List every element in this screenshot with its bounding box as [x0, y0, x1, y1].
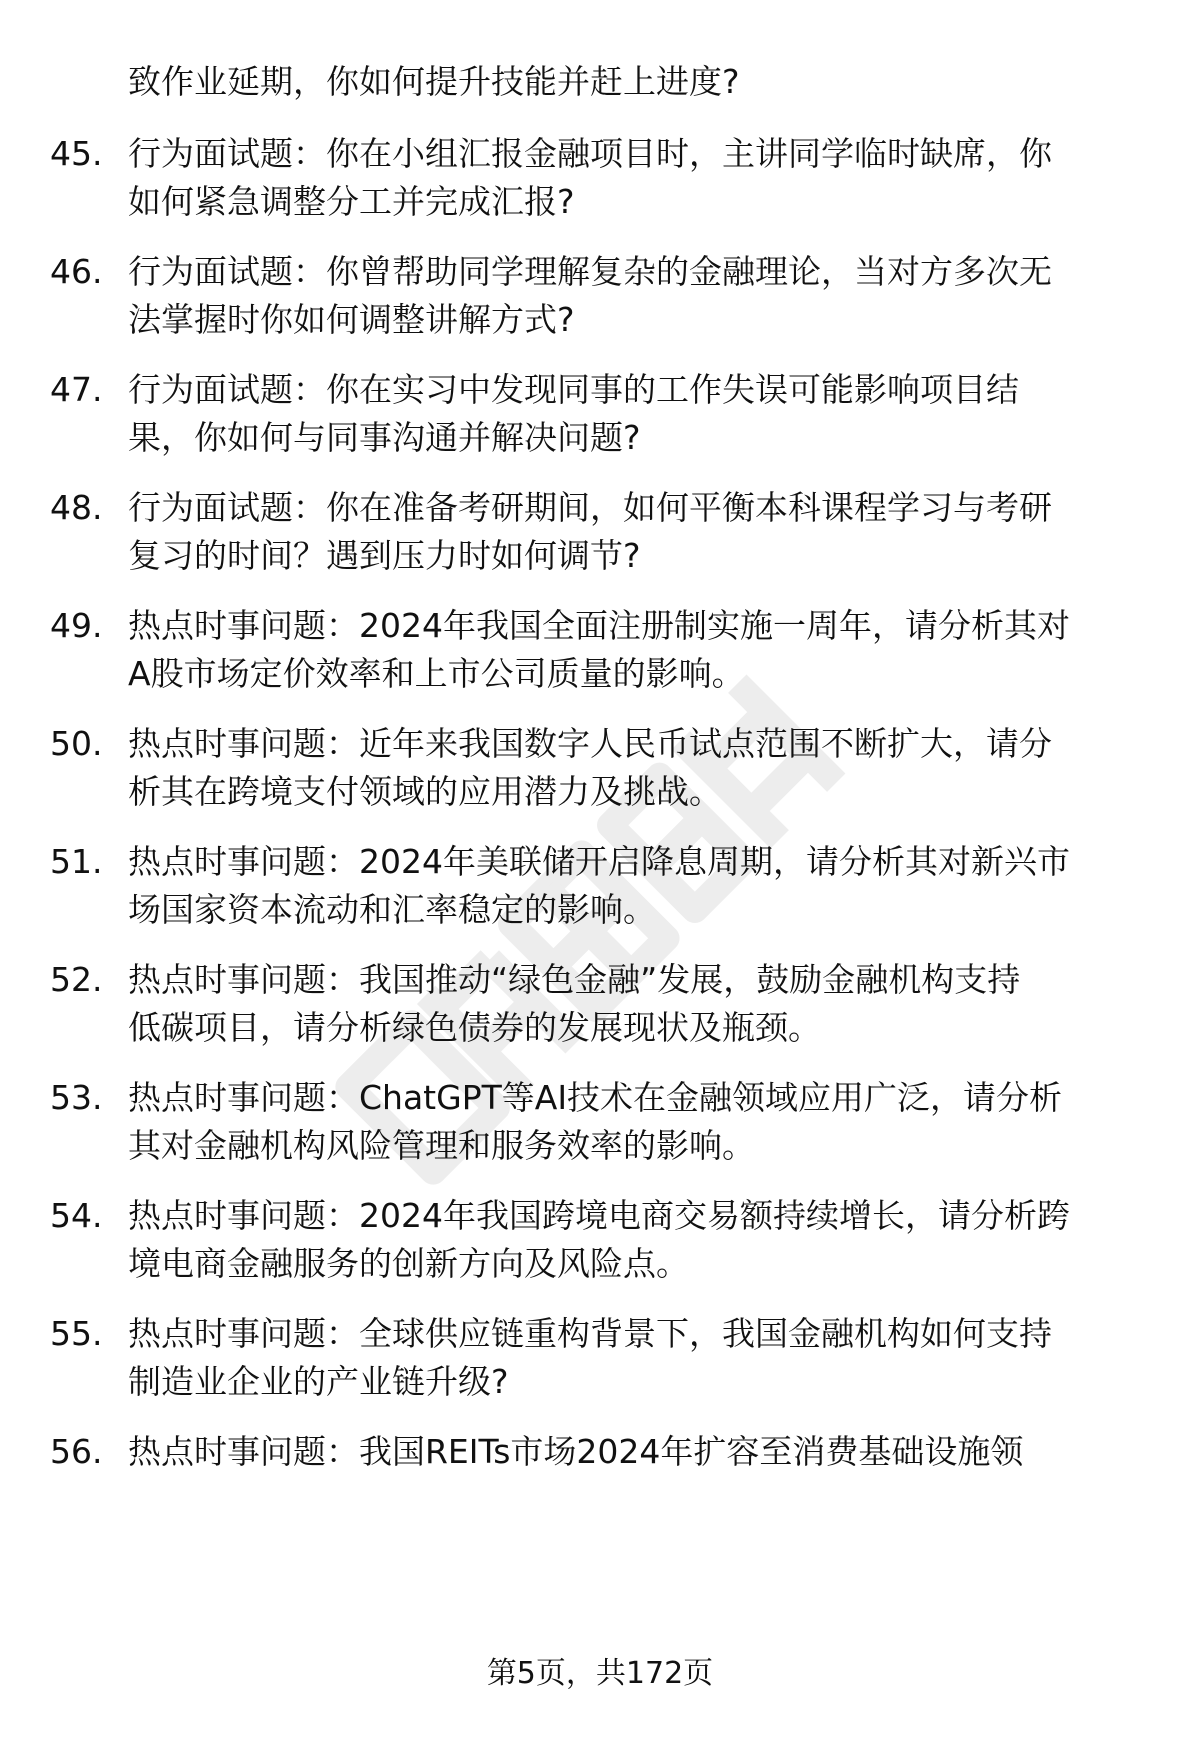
question-text: [128, 130, 1158, 226]
question-number: 53.: [50, 1078, 103, 1117]
question-line: 热点时事问题：近年来我国数字人民币试点范围不断扩大，请分: [128, 724, 1052, 763]
question-number: 52.: [50, 960, 103, 999]
question-line: 热点时事问题：2024年我国跨境电商交易额持续增长，请分析跨: [128, 1196, 1070, 1235]
question-line: 行为面试题：你在实习中发现同事的工作失误可能影响项目结: [128, 370, 1019, 409]
question-line: 果，你如何与同事沟通并解决问题?: [128, 418, 641, 457]
question-text: [128, 838, 1158, 934]
question-item: [50, 1428, 1160, 1476]
question-line: 热点时事问题：2024年美联储开启降息周期，请分析其对新兴市: [128, 842, 1070, 881]
question-number: 49.: [50, 606, 103, 645]
question-line: 低碳项目，请分析绿色债券的发展现状及瓶颈。: [128, 1008, 821, 1047]
question-item: [50, 1192, 1160, 1288]
question-item: [50, 602, 1160, 698]
question-number: 54.: [50, 1196, 103, 1235]
question-item: [50, 956, 1160, 1052]
question-item: [50, 248, 1160, 344]
question-text: [128, 366, 1158, 462]
question-line: 制造业企业的产业链升级?: [128, 1362, 509, 1401]
continuation-line: 致作业延期，你如何提升技能并赶上进度?: [128, 62, 740, 101]
question-line: 热点时事问题：我国推动“绿色金融”发展，鼓励金融机构支持: [128, 960, 1021, 999]
question-line: 如何紧急调整分工并完成汇报?: [128, 182, 575, 221]
question-item: [50, 366, 1160, 462]
question-line: A股市场定价效率和上市公司质量的影响。: [128, 654, 745, 693]
question-number: 55.: [50, 1314, 103, 1353]
question-item: [50, 484, 1160, 580]
question-text: [128, 1192, 1158, 1288]
question-number: 48.: [50, 488, 103, 527]
question-line: 行为面试题：你在准备考研期间，如何平衡本科课程学习与考研: [128, 488, 1052, 527]
question-number: 50.: [50, 724, 103, 763]
question-text: [128, 720, 1158, 816]
question-line: 热点时事问题：全球供应链重构背景下，我国金融机构如何支持: [128, 1314, 1052, 1353]
question-line: 境电商金融服务的创新方向及风险点。: [128, 1244, 689, 1283]
question-number: 45.: [50, 134, 103, 173]
question-line: 其对金融机构风险管理和服务效率的影响。: [128, 1126, 755, 1165]
question-text: [128, 484, 1158, 580]
question-line: 热点时事问题：ChatGPT等AI技术在金融领域应用广泛，请分析: [128, 1078, 1063, 1117]
question-item: [50, 1310, 1160, 1406]
question-item: [50, 720, 1160, 816]
question-line: 法掌握时你如何调整讲解方式?: [128, 300, 575, 339]
question-item: [50, 838, 1160, 934]
question-text: [128, 248, 1158, 344]
question-line: 行为面试题：你在小组汇报金融项目时，主讲同学临时缺席，你: [128, 134, 1052, 173]
question-line: 析其在跨境支付领域的应用潜力及挑战。: [128, 772, 722, 811]
page-number-footer: 第5页，共172页: [486, 1656, 714, 1691]
question-number: 51.: [50, 842, 103, 881]
question-text: [128, 602, 1158, 698]
question-number: 47.: [50, 370, 103, 409]
question-line: 热点时事问题：我国REITs市场2024年扩容至消费基础设施领: [128, 1432, 1024, 1471]
question-item: [50, 130, 1160, 226]
question-text: [128, 1428, 1158, 1476]
question-item: [50, 1074, 1160, 1170]
question-line: 行为面试题：你曾帮助同学理解复杂的金融理论，当对方多次无: [128, 252, 1052, 291]
question-text: [128, 1310, 1158, 1406]
question-text: [128, 956, 1158, 1052]
question-text: [128, 1074, 1158, 1170]
question-number: 56.: [50, 1432, 103, 1471]
question-line: 复习的时间？遇到压力时如何调节?: [128, 536, 641, 575]
question-line: 热点时事问题：2024年我国全面注册制实施一周年，请分析其对: [128, 606, 1070, 645]
question-number: 46.: [50, 252, 103, 291]
question-line: 场国家资本流动和汇率稳定的影响。: [128, 890, 656, 929]
